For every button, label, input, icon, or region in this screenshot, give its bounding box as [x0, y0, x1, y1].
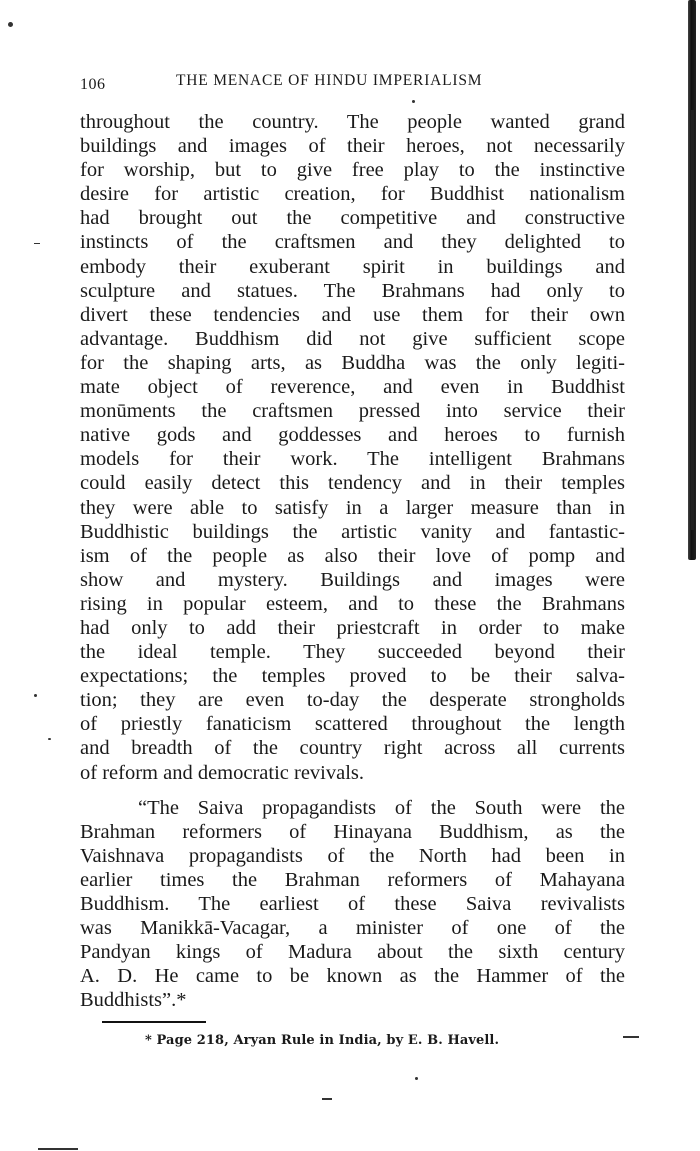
scan-speck [38, 1148, 78, 1150]
text-line: rising in popular esteem, and to these the Brahmans [80, 592, 625, 615]
text-line: native gods and goddesses and heroes to furnish [80, 424, 625, 447]
paragraph [80, 796, 625, 1013]
paragraph-gap [80, 785, 625, 796]
body-text [80, 110, 625, 1012]
text-line: sculpture and statues. The Brahmans had only to [80, 279, 625, 302]
text-line: expectations; the temples proved to be their salva- [80, 665, 625, 688]
text-line: buildings and images of their heroes, not necessarily [80, 135, 625, 158]
text-line: desire for artistic creation, for Buddhist nationalism [80, 183, 625, 206]
footnote-rule [102, 1021, 206, 1023]
text-line: “The Saiva propagandists of the South were the [138, 796, 625, 819]
text-line: for worship, but to give free play to the instinctive [80, 159, 625, 182]
text-line: was Manikkā-Vacagar, a minister of one of the [80, 917, 625, 940]
text-line: ism of the people as also their love of pomp and [80, 544, 625, 567]
text-line: embody their exuberant spirit in buildings and [80, 255, 625, 278]
text-line: instincts of the craftsmen and they delighted to [80, 231, 625, 254]
text-line: of reform and democratic revivals. [80, 761, 365, 784]
text-line: throughout the country. The people wanted grand [80, 111, 625, 133]
scan-speck [34, 243, 40, 244]
text-line: tion; they are even to-day the desperate strongholds [80, 689, 625, 712]
text-line: for the shaping arts, as Buddha was the only legiti- [80, 351, 625, 374]
text-line: A. D. He came to be known as the Hammer of the [80, 965, 625, 988]
scan-speck [412, 100, 415, 103]
page-header [80, 72, 640, 96]
scan-speck [623, 1036, 639, 1038]
text-line: had brought out the competitive and constructive [80, 207, 625, 230]
text-line: the ideal temple. They succeeded beyond their [80, 641, 625, 664]
footnote: * Page 218, Aryan Rule in India, by E. B. Havell. [145, 1033, 500, 1048]
text-line: Buddhists”.* [80, 989, 187, 1012]
text-line: Vaishnava propagandists of the North had been in [80, 844, 625, 867]
text-line: divert these tendencies and use them for their own [80, 303, 625, 326]
text-line: Brahman reformers of Hinayana Buddhism, as the [80, 820, 625, 843]
scan-speck [34, 694, 37, 697]
page-number: 106 [80, 76, 106, 93]
text-line: advantage. Buddhism did not give sufficient scope [80, 327, 625, 350]
scan-speck [48, 738, 51, 740]
text-line: Buddhism. The earliest of these Saiva revivalists [80, 893, 625, 915]
scan-speck [8, 22, 13, 27]
text-line: mate object of reverence, and even in Buddhist [80, 376, 625, 399]
text-line: monūments the craftsmen pressed into service their [80, 400, 625, 423]
text-line: Pandyan kings of Madura about the sixth century [80, 941, 625, 964]
text-line: and breadth of the country right across all currents [80, 737, 625, 760]
scan-speck [415, 1077, 418, 1080]
text-line: they were able to satisfy in a larger measure than in [80, 496, 625, 519]
running-title: THE MENACE OF HINDU IMPERIALISM [176, 72, 483, 89]
text-line: of priestly fanaticism scattered throughout the length [80, 713, 625, 736]
page-binding-edge-inner [691, 110, 694, 530]
text-line: earlier times the Brahman reformers of Mahayana [80, 868, 625, 891]
scan-speck [322, 1098, 332, 1100]
text-line: Buddhistic buildings the artistic vanity and fantastic- [80, 520, 625, 543]
text-line: had only to add their priestcraft in order to make [80, 616, 625, 639]
text-line: could easily detect this tendency and in their temples [80, 472, 625, 495]
text-line: models for their work. The intelligent Brahmans [80, 448, 625, 471]
paragraph [80, 110, 625, 785]
text-line: show and mystery. Buildings and images were [80, 568, 625, 591]
